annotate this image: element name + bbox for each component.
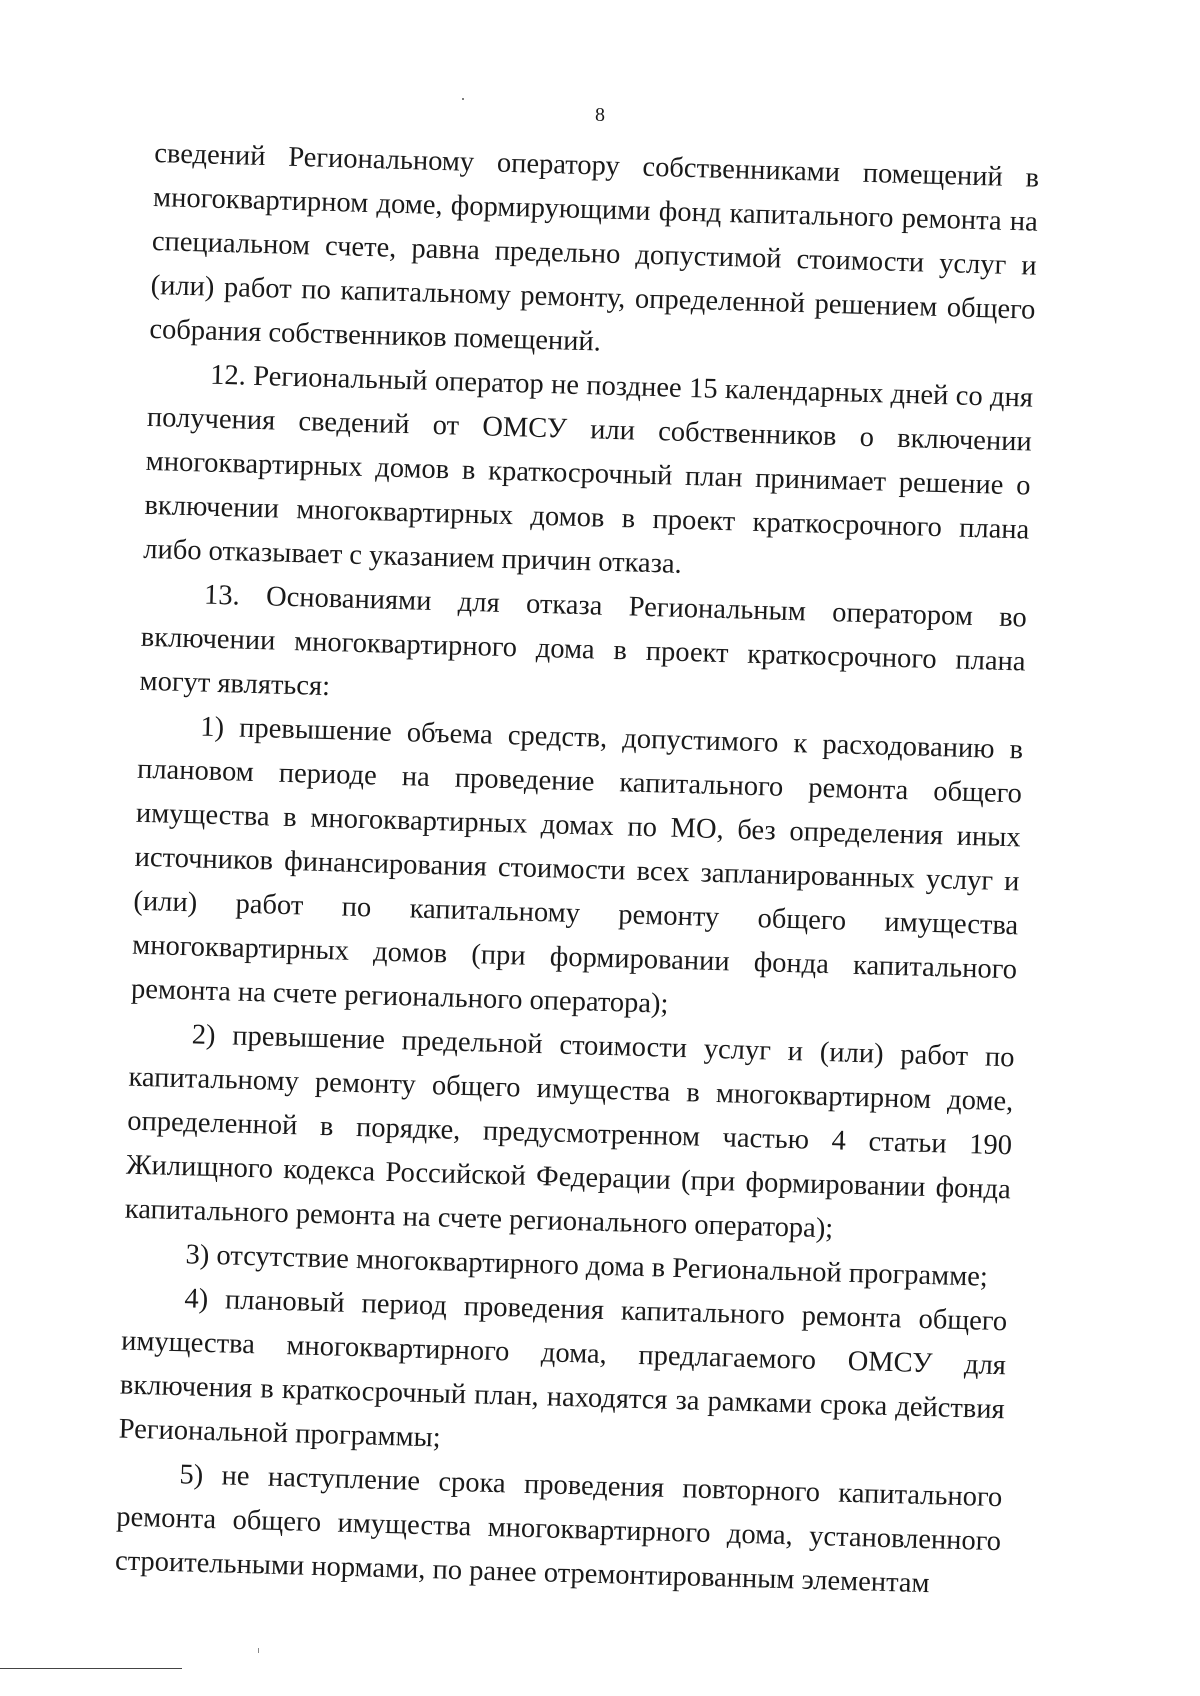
footnote-rule: [0, 1668, 182, 1669]
paragraph-item-13: 13. Основаниями для отказа Региональным оператором во включении многоквартирного дома в проект краткосрочного плана могут являться:: [139, 579, 1028, 703]
paragraph-continuation: сведений Региональному оператору собственниками помещений в многоквартирном доме, формирующими фонд капитального ремонта на специальном счете, равна предельно допустимой стоимости услуг и (или) работ по капитальному ремонту, определенной решением общего собрания собственников помещений.: [149, 137, 1040, 358]
scan-artifact: [258, 1648, 259, 1653]
paragraph-item-12: 12. Региональный оператор не позднее 15 календарных дней со дня получения сведений от ОМСУ или собственников о включении многоквартирных домов в краткосрочный план принимает решение о включении многоквартирных домов в проект краткосрочного плана либо отказывает с указанием причин отказа.: [142, 359, 1034, 580]
document-body: [114, 132, 1039, 1608]
paragraph-subitem-1: 1) превышение объема средств, допустимого к расходованию в плановом периоде на проведение капитального ремонта общего имущества в многоквартирных домах по МО, без определения иных источников финансирования стоимости всех запланированных услуг и (или) работ по капитальному ремонту общего имущества многоквартирных домов (при формировании фонда капитального ремонта на счете регионального оператора);: [130, 711, 1024, 1020]
paragraph-subitem-3: 3) отсутствие многоквартирного дома в Региональной программе;: [185, 1239, 989, 1293]
paragraph-subitem-5: 5) не наступление срока проведения повторного капитального ремонта общего имущества многоквартирного дома, установленного строительными нормами, по ранее отремонтированным элементам: [114, 1459, 1003, 1600]
paragraph-subitem-2: 2) превышение предельной стоимости услуг и (или) работ по капитальному ремонту общего имущества в многоквартирном доме, определенной в порядке, предусмотренном частью 4 статьи 190 Жилищного кодекса Российской Федерации (при формировании фонда капитального ремонта на счете регионального оператора);: [124, 1019, 1015, 1245]
scan-speck: [462, 98, 464, 100]
page-number: 8: [595, 104, 605, 126]
paragraph-subitem-4: 4) плановый период проведения капитального ремонта общего имущества многоквартирного дома, предлагаемого ОМСУ для включения в краткосрочный план, находятся за рамками срока действия Региональной программы;: [118, 1283, 1008, 1454]
